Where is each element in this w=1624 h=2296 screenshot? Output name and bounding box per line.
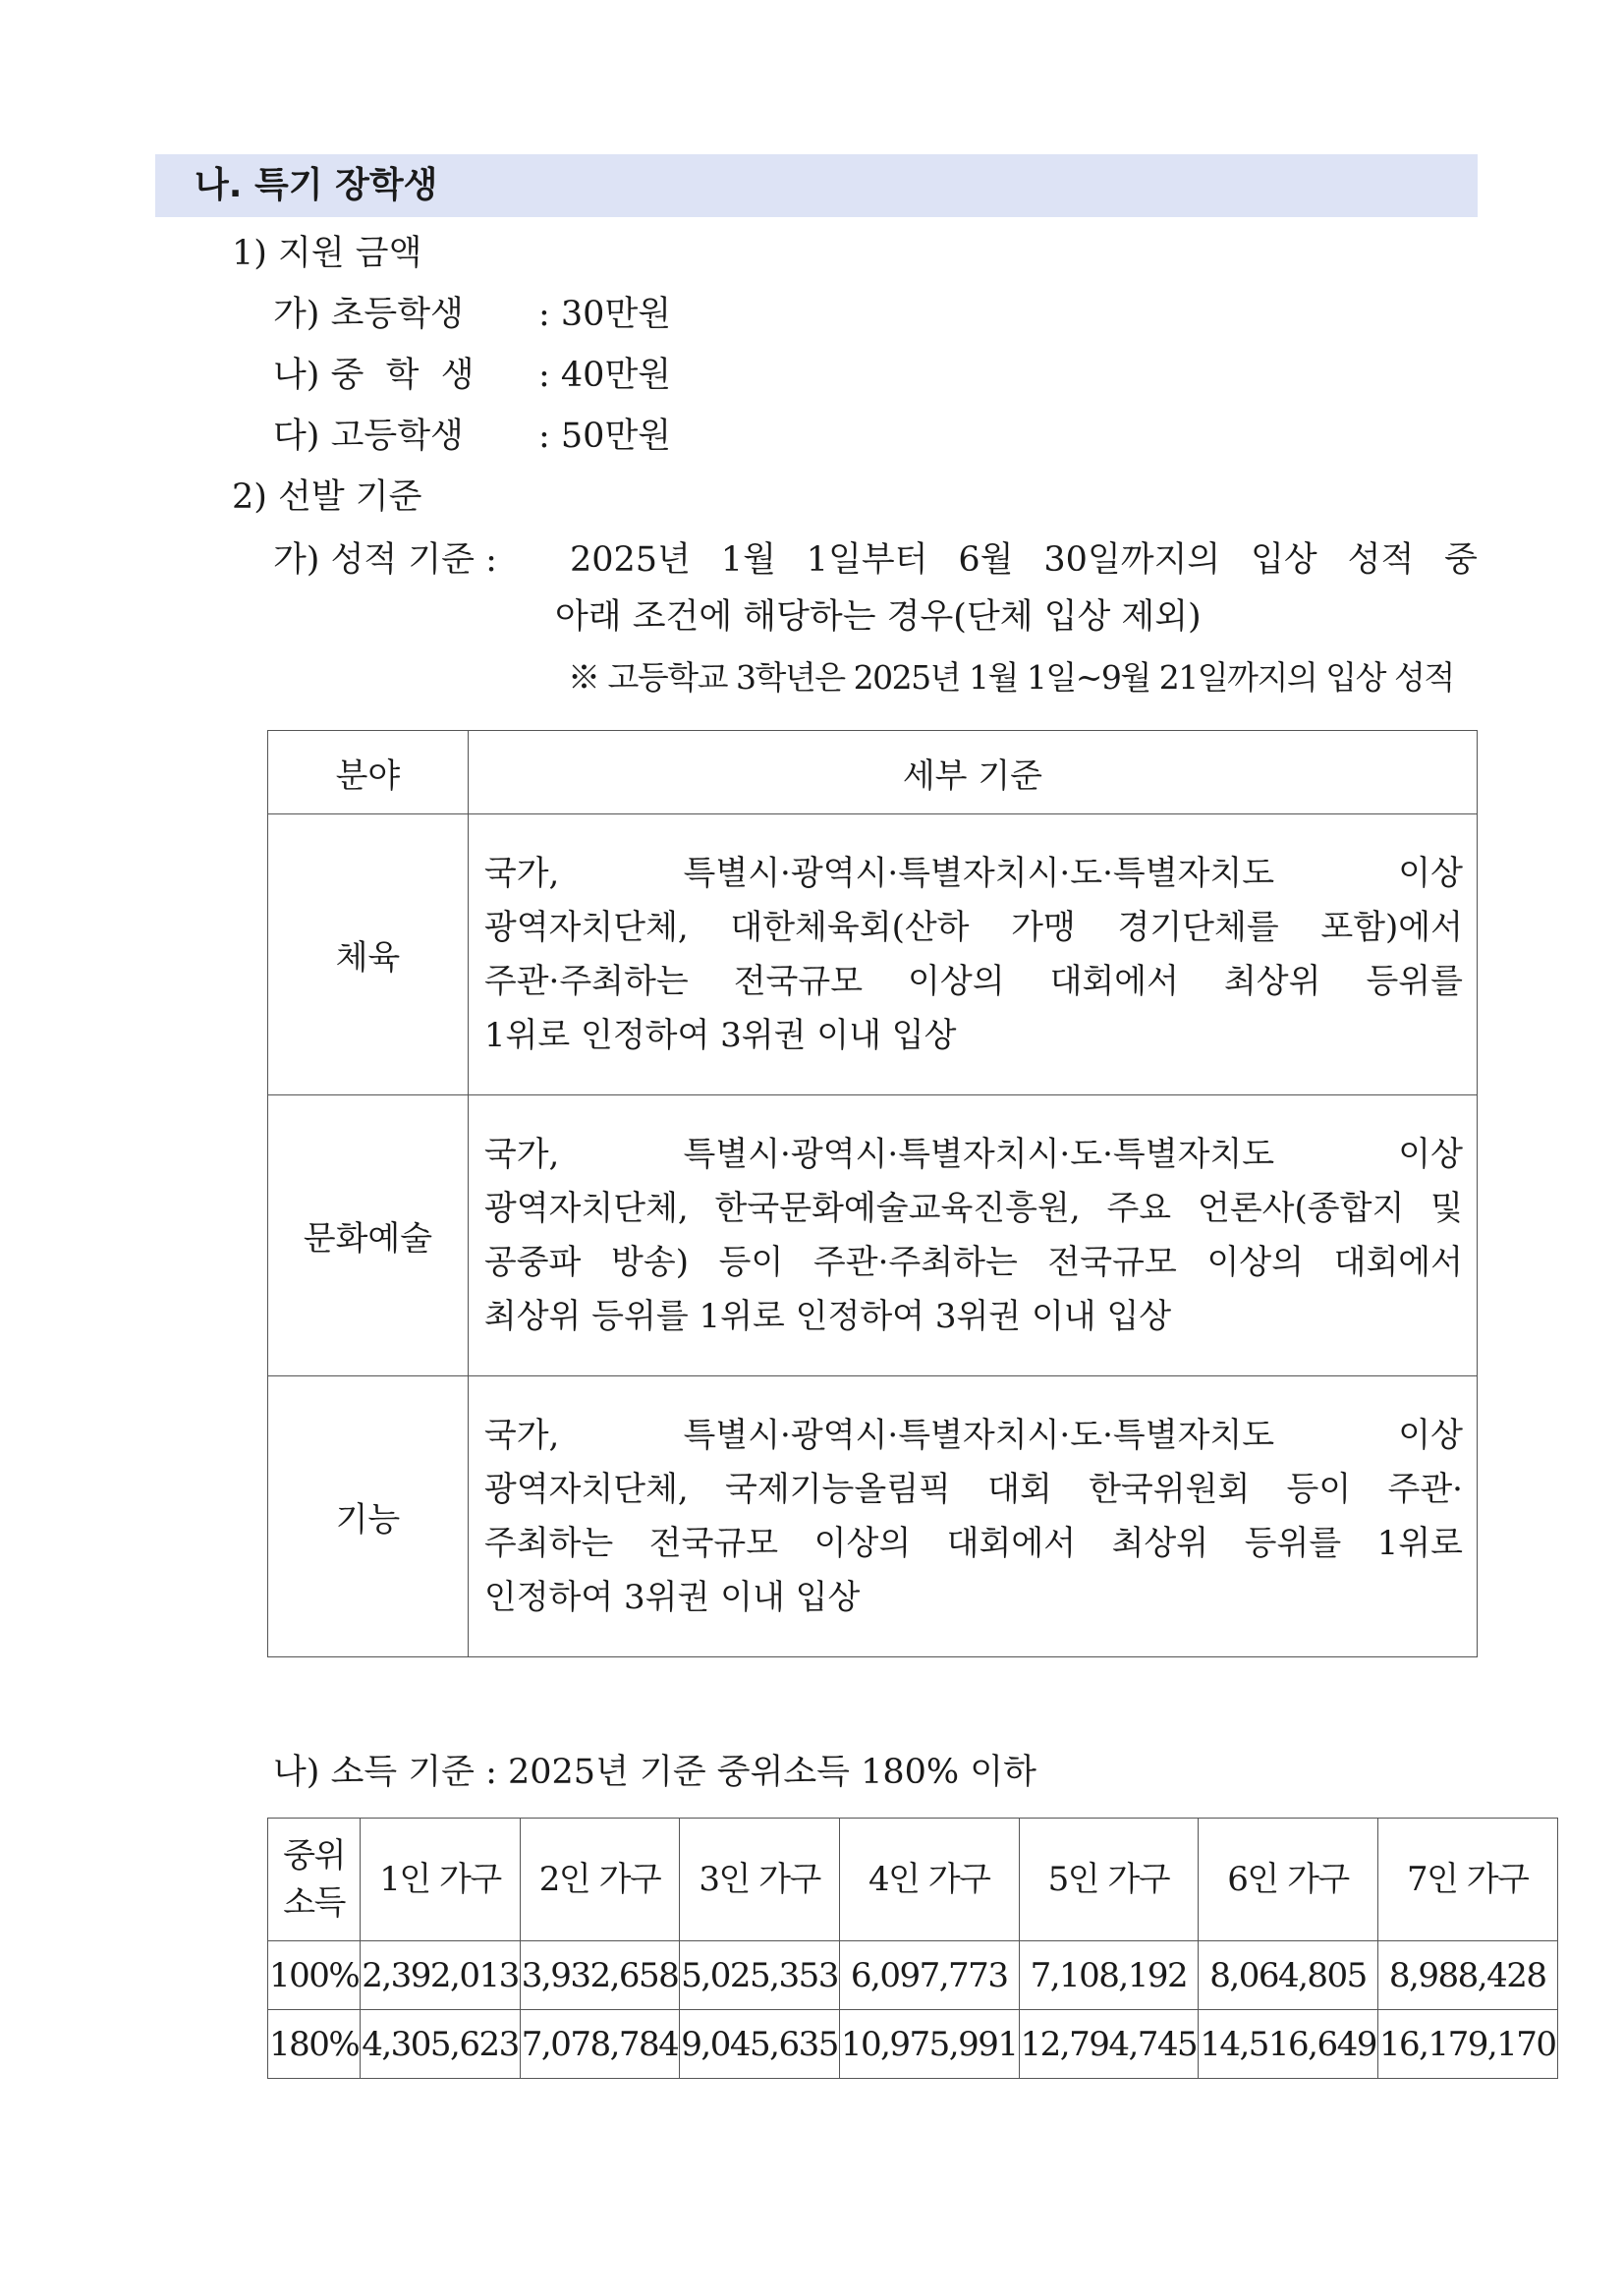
detail-cell <box>468 1095 1477 1376</box>
income-value: 5,025,353 <box>680 1941 840 2010</box>
income-value: 14,516,649 <box>1199 2010 1378 2079</box>
income-value: 7,108,192 <box>1019 1941 1199 2010</box>
detail-line: 주최하는 전국규모 이상의 대회에서 최상위 등위를 1위로 <box>483 1523 1463 1563</box>
detail-line: 인정하여 3위권 이내 입상 <box>483 1577 861 1617</box>
table-row <box>268 1095 1478 1376</box>
income-value: 2,392,013 <box>361 1941 521 2010</box>
household-header: 7인 가구 <box>1377 1819 1557 1941</box>
grade-criteria-label: 가) 성적 기준 : <box>273 540 497 580</box>
section-title: 나. 특기 장학생 <box>155 154 1478 217</box>
household-header: 2인 가구 <box>520 1819 680 1941</box>
income-header-row <box>268 1819 1558 1941</box>
detail-line: 광역자치단체, 대한체육회(산하 가맹 경기단체를 포함)에서 <box>483 907 1463 947</box>
support-item-value: : 30만원 <box>538 295 672 334</box>
table-row <box>268 1941 1558 2010</box>
support-item-elementary <box>273 293 671 336</box>
income-value: 8,988,428 <box>1377 1941 1557 2010</box>
detail-line: 국가, 특별시·광역시·특별자치시·도·특별자치도 이상 <box>483 1134 1463 1174</box>
detail-line: 공중파 방송) 등이 주관·주최하는 전국규모 이상의 대회에서 <box>483 1242 1463 1282</box>
table-row <box>268 2010 1558 2079</box>
table-header-row <box>268 731 1478 814</box>
support-item-value: : 50만원 <box>538 417 672 456</box>
income-value: 16,179,170 <box>1377 2010 1557 2079</box>
field-cell: 문화예술 <box>268 1095 469 1376</box>
income-table <box>267 1818 1558 2079</box>
support-item-middle <box>273 354 671 397</box>
grade-criteria-note: ※ 고등학교 3학년은 2025년 1월 1일~9월 21일까지의 입상 성적 <box>568 658 1454 697</box>
table-row <box>268 814 1478 1095</box>
household-header: 1인 가구 <box>361 1819 521 1941</box>
income-value: 8,064,805 <box>1199 1941 1378 2010</box>
household-header: 4인 가구 <box>839 1819 1019 1941</box>
detail-line: 1위로 인정하여 3위권 이내 입상 <box>483 1015 957 1055</box>
grade-criteria-line2: 아래 조건에 해당하는 경우(단체 입상 제외) <box>555 597 1202 637</box>
income-value: 3,932,658 <box>520 1941 680 2010</box>
field-cell: 기능 <box>268 1376 469 1657</box>
support-item-label: 가) 초등학생 <box>273 295 464 334</box>
detail-line: 국가, 특별시·광역시·특별자치시·도·특별자치도 이상 <box>483 853 1463 893</box>
income-value: 7,078,784 <box>520 2010 680 2079</box>
household-header: 6인 가구 <box>1199 1819 1378 1941</box>
detail-line: 광역자치단체, 국제기능올림픽 대회 한국위원회 등이 주관· <box>483 1469 1463 1509</box>
criteria-table <box>267 730 1478 1657</box>
table-row <box>268 1376 1478 1657</box>
support-item-value: : 40만원 <box>538 356 672 395</box>
detail-line: 광역자치단체, 한국문화예술교육진흥원, 주요 언론사(종합지 및 <box>483 1188 1463 1228</box>
detail-line: 주관·주최하는 전국규모 이상의 대회에서 최상위 등위를 <box>483 961 1463 1001</box>
detail-cell <box>468 814 1477 1095</box>
table-header-detail: 세부 기준 <box>468 731 1477 814</box>
household-header: 3인 가구 <box>680 1819 840 1941</box>
grade-criteria-line1: 2025년 1월 1일부터 6월 30일까지의 입상 성적 중 <box>570 540 1478 580</box>
table-header-field: 분야 <box>268 731 469 814</box>
income-value: 12,794,745 <box>1019 2010 1199 2079</box>
income-value: 6,097,773 <box>839 1941 1019 2010</box>
income-value: 10,975,991 <box>839 2010 1019 2079</box>
support-heading: 1) 지원 금액 <box>232 234 422 273</box>
income-value: 4,305,623 <box>361 2010 521 2079</box>
support-item-label: 나) 중 학 생 <box>273 356 475 395</box>
income-value: 9,045,635 <box>680 2010 840 2079</box>
income-corner-cell <box>268 1819 361 1941</box>
corner-line: 소득 <box>283 1883 345 1923</box>
support-item-high <box>273 415 671 458</box>
selection-heading: 2) 선발 기준 <box>232 477 422 517</box>
detail-cell <box>468 1376 1477 1657</box>
income-criteria-label: 나) 소득 기준 : 2025년 기준 중위소득 180% 이하 <box>273 1753 1036 1792</box>
corner-line: 중위 <box>283 1836 345 1876</box>
row-label: 100% <box>268 1941 361 2010</box>
support-item-label: 다) 고등학생 <box>273 417 464 456</box>
household-header: 5인 가구 <box>1019 1819 1199 1941</box>
row-label: 180% <box>268 2010 361 2079</box>
field-cell: 체육 <box>268 814 469 1095</box>
detail-line: 국가, 특별시·광역시·특별자치시·도·특별자치도 이상 <box>483 1415 1463 1455</box>
detail-line: 최상위 등위를 1위로 인정하여 3위권 이내 입상 <box>483 1296 1172 1336</box>
